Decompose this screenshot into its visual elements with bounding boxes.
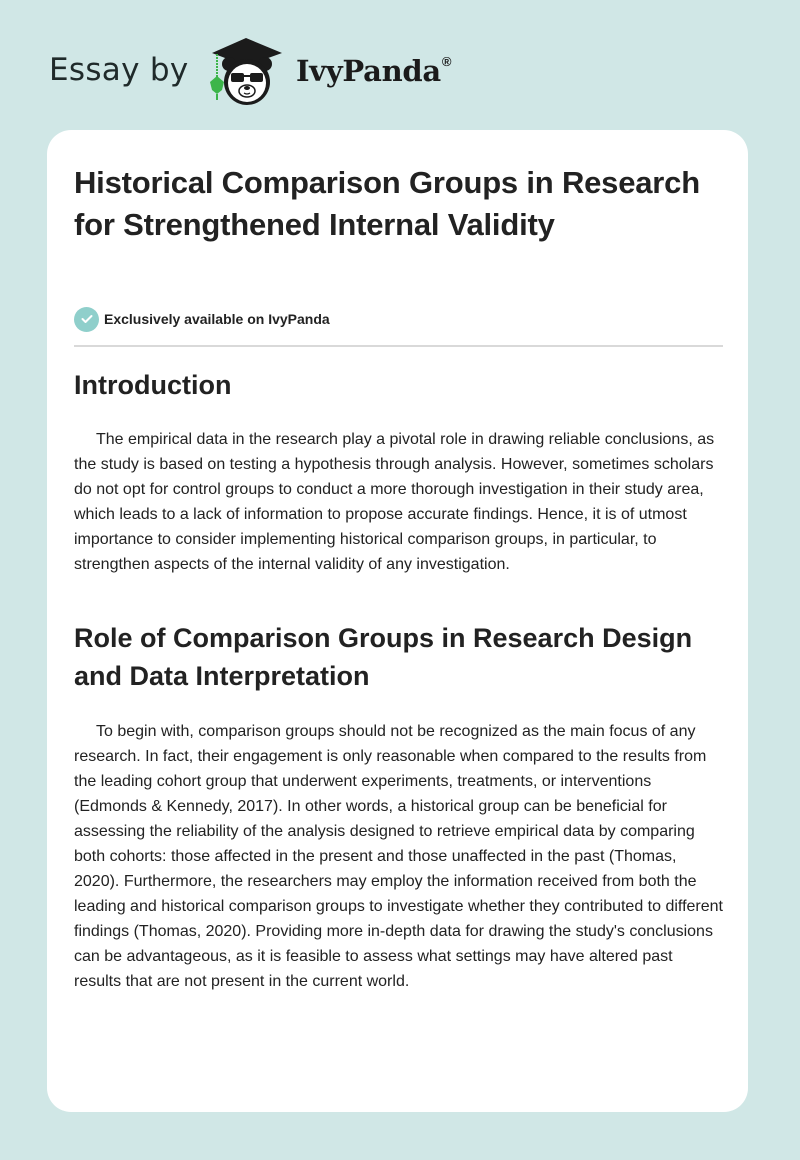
- panda-graduation-cap-icon[interactable]: [202, 36, 290, 108]
- site-header: [0, 0, 800, 130]
- check-circle-icon: [74, 307, 99, 332]
- essay-card: [47, 130, 748, 1112]
- divider: [74, 345, 723, 347]
- essay-by-label: Essay by: [49, 52, 189, 88]
- brand-name: IvyPanda: [296, 54, 441, 88]
- section-heading-introduction: Introduction: [74, 370, 232, 400]
- exclusive-badge: [74, 306, 330, 332]
- paragraph-role-of-comparison-groups: To begin with, comparison groups should not be recognized as the main focus of any research. In fact, their engagement is only reasonable when compared to the results from the leading cohort group that underwent experiments, treatments, or interventions (Edmonds & Kennedy, 2017). In other words, a historical group can be beneficial for assessing the reliability of the analysis designed to retrieve empirical data by comparing both cohorts: those affected in the present and those unaffected in the past (Thomas, 2020). Furthermore, the researchers may employ the information received from both the leading and historical comparison groups to investigate whether they contributed to different findings (Thomas, 2020). Providing more in-depth data for drawing the study's conclusions can be advantageous, as it is feasible to assess what settings may have altered past results that are not present in the current world.: [74, 723, 723, 990]
- paragraph-introduction: The empirical data in the research play a pivotal role in drawing reliable conclusions, as the study is based on testing a hypothesis through analysis. However, sometimes scholars do not opt for control groups to conduct a more thorough investigation in their study area, which leads to a lack of information to propose accurate findings. Hence, it is of utmost importance to consider implementing historical comparison groups, in particular, to strengthen aspects of the internal validity of any investigation.: [74, 431, 715, 573]
- badge-label: Exclusively available on IvyPanda: [104, 311, 330, 327]
- section-heading-role-of-comparison-groups: Role of Comparison Groups in Research Design and Data Interpretation: [74, 623, 693, 691]
- brand-logo-text[interactable]: [296, 54, 451, 88]
- registered-mark: ®: [441, 54, 452, 70]
- page-title: Historical Comparison Groups in Research for Strengthened Internal Validity: [74, 165, 700, 242]
